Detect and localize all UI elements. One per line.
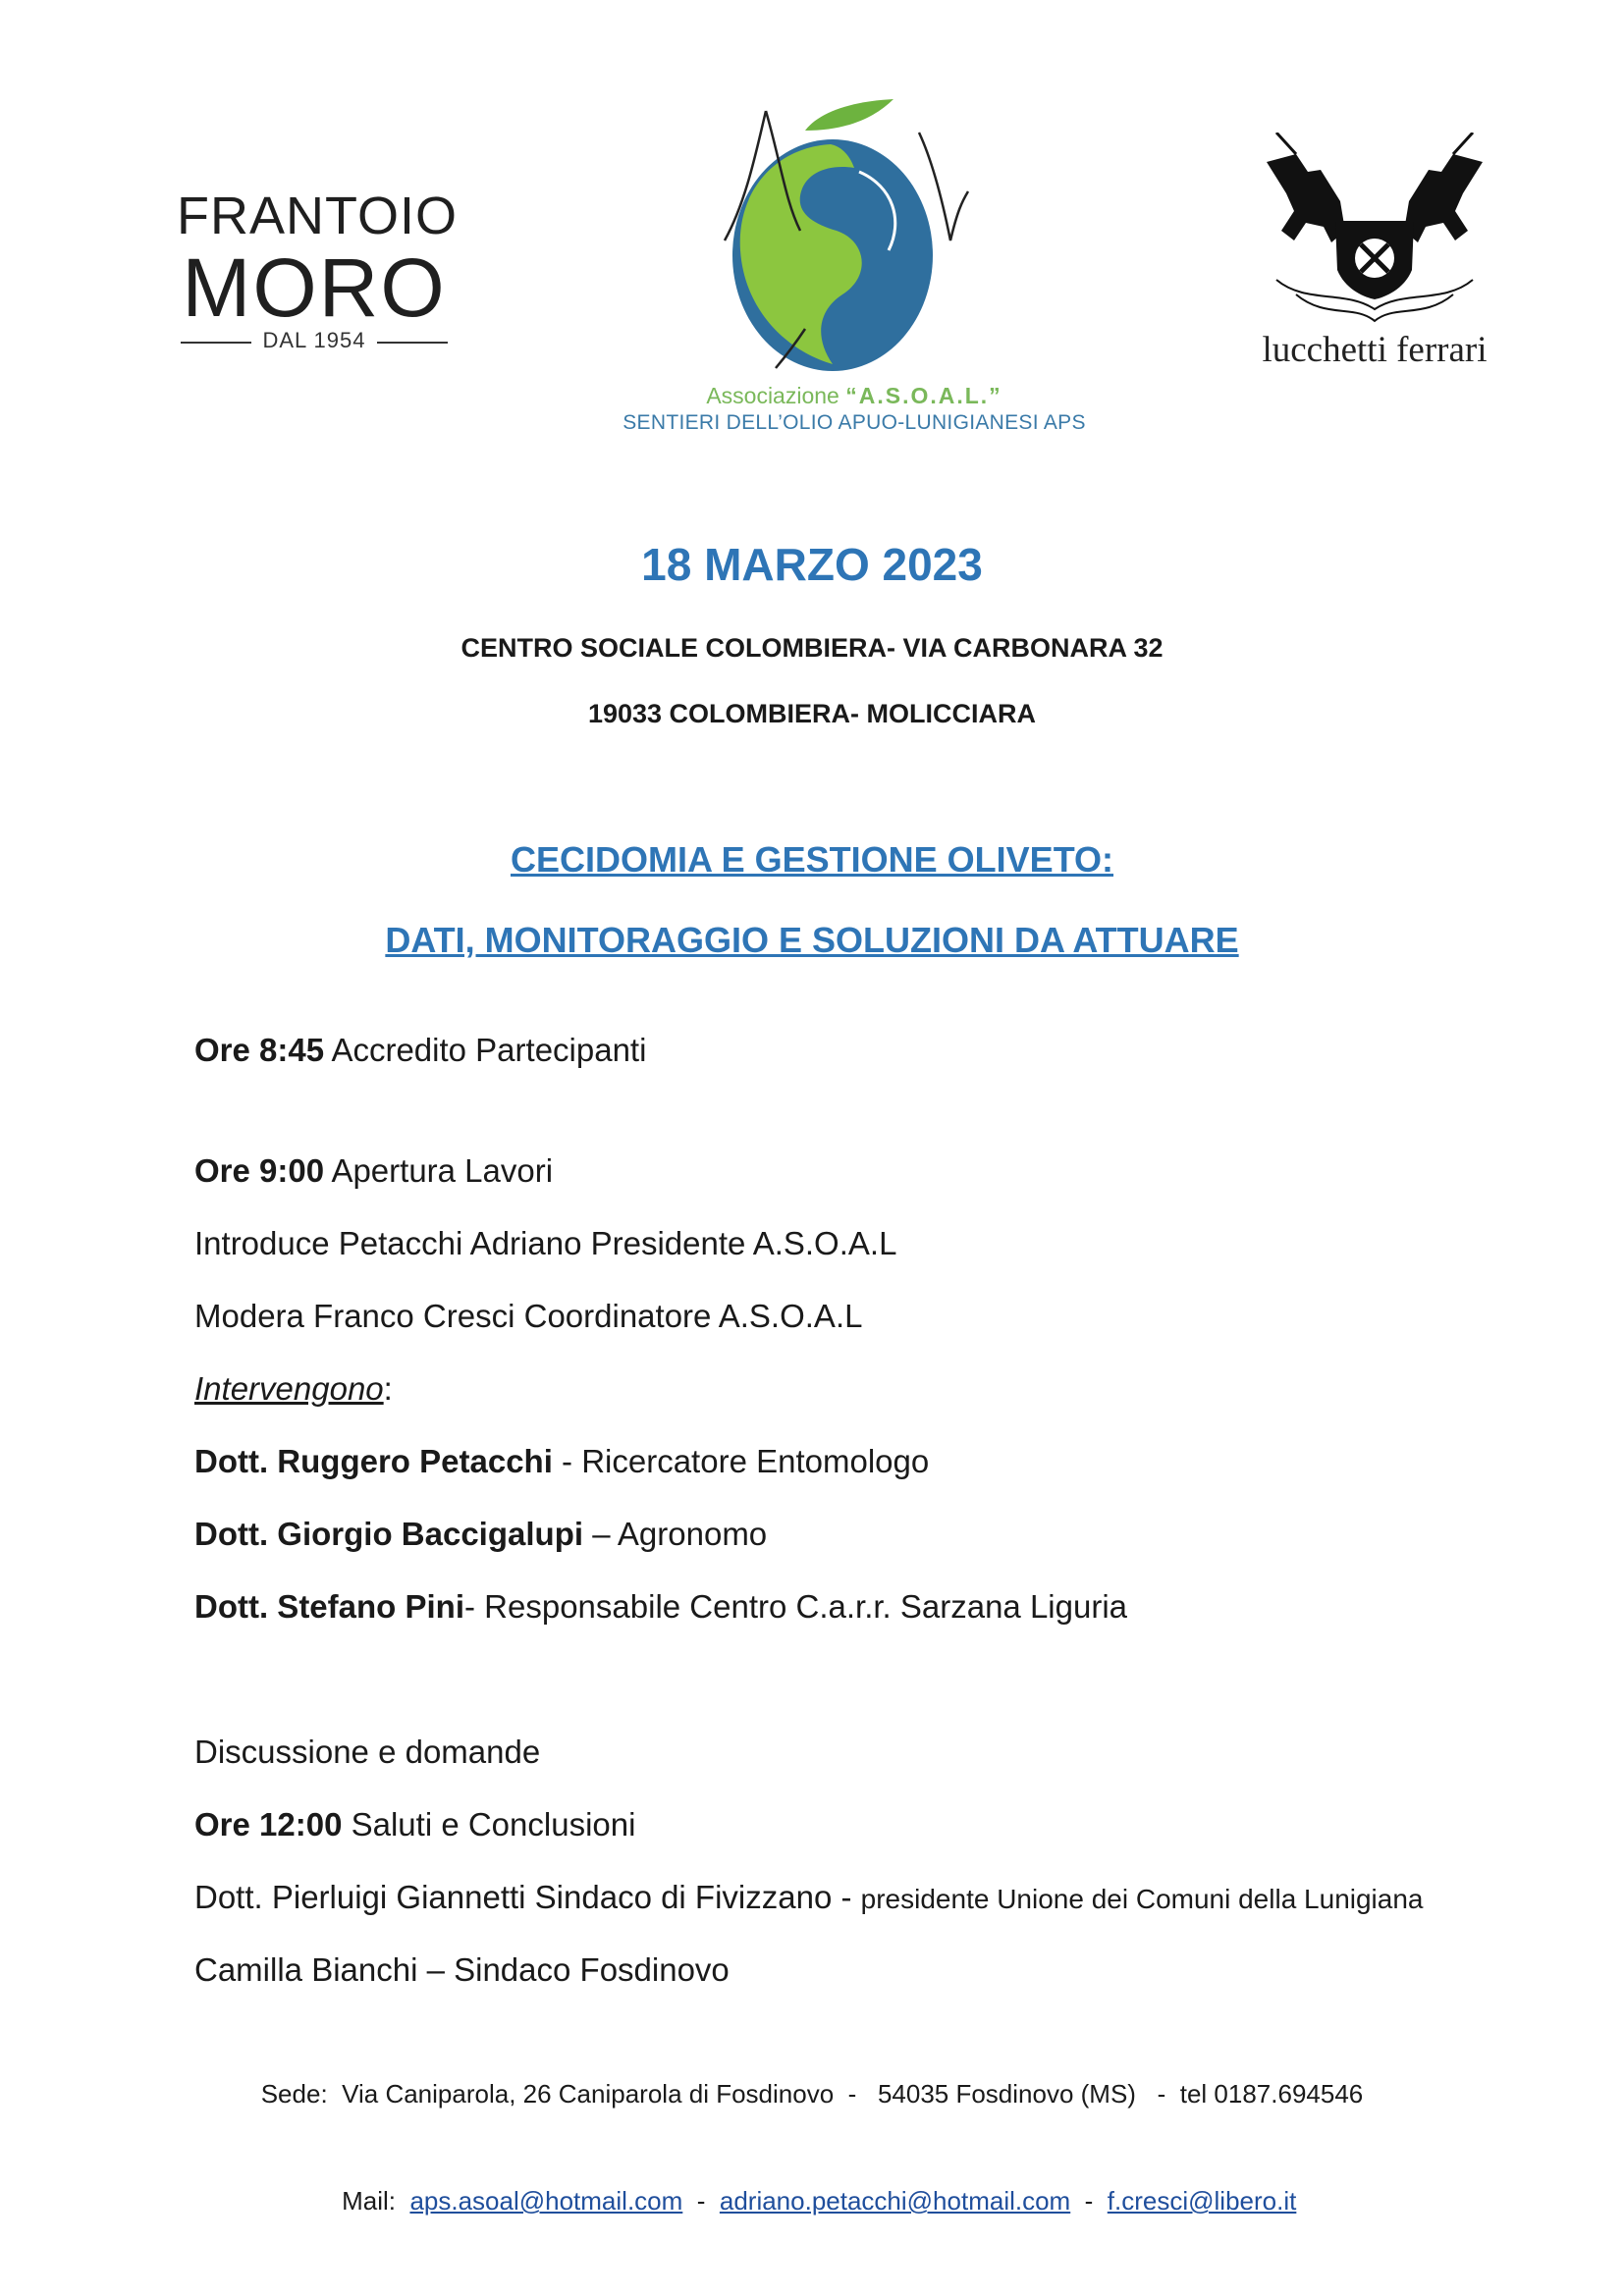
email-link-asoal[interactable]: aps.asoal@hotmail.com [409, 2186, 683, 2216]
asoal-acronym: “A.S.O.A.L.” [845, 383, 1002, 408]
programme-time: Ore 8:45 [194, 1032, 325, 1068]
speaker-name: Dott. Ruggero Petacchi [194, 1443, 553, 1479]
frantoio-moro-logo [177, 187, 459, 358]
event-date: 18 MARZO 2023 [641, 539, 983, 590]
venue-address-line1: CENTRO SOCIALE COLOMBIERA- VIA CARBONARA 32 [460, 633, 1164, 663]
programme-item-saluti [194, 1805, 635, 1844]
closing-main: Dott. Pierluigi Giannetti Sindaco di Fivizzano - [194, 1879, 861, 1915]
unicorn-crest-icon [1237, 133, 1512, 324]
speaker-role: – Agronomo [583, 1516, 768, 1552]
frantoio-logo-word1: FRANTOIO [177, 187, 459, 245]
programme-text: Apertura Lavori [324, 1152, 554, 1189]
frantoio-logo-rule-right [377, 342, 448, 344]
asoal-name [609, 383, 1100, 409]
venue-address-line2: 19033 COLOMBIERA- MOLICCIARA [587, 699, 1037, 728]
programme-text: Saluti e Conclusioni [342, 1806, 636, 1842]
intervengono-label: Intervengono [194, 1370, 384, 1407]
email-link-petacchi[interactable]: adriano.petacchi@hotmail.com [719, 2186, 1071, 2216]
speaker-line [194, 1587, 1127, 1627]
programme-item-accredito [194, 1031, 646, 1070]
speaker-line [194, 1515, 767, 1554]
programme-text: Accredito Partecipanti [324, 1032, 647, 1068]
email-link-cresci[interactable]: f.cresci@libero.it [1107, 2186, 1297, 2216]
intervengono-colon: : [383, 1370, 393, 1407]
lucchetti-ferrari-name: lucchetti ferrari [1262, 330, 1488, 370]
programme-time: Ore 9:00 [194, 1152, 325, 1189]
mail-label: Mail: [342, 2186, 410, 2216]
speaker-role: - Ricercatore Entomologo [552, 1443, 930, 1479]
footer-emails [0, 2156, 1624, 2216]
programme-closing-bianchi: Camilla Bianchi – Sindaco Fosdinovo [194, 1951, 730, 1988]
programme-introduce: Introduce Petacchi Adriano Presidente A.S.O.A.L [194, 1225, 897, 1261]
programme-item-apertura [194, 1151, 553, 1191]
speaker-name: Dott. Giorgio Baccigalupi [194, 1516, 584, 1552]
programme-intervengono [194, 1369, 393, 1409]
asoal-name-prefix: Associazione [706, 383, 846, 408]
closing-small: presidente Unione dei Comuni della Lunigiana [860, 1884, 1424, 1914]
lucchetti-ferrari-logo [1237, 133, 1512, 378]
speaker-line [194, 1442, 929, 1481]
programme-discussion: Discussione e domande [194, 1734, 541, 1770]
email-separator: - [1070, 2186, 1108, 2216]
speaker-role: - Responsabile Centro C.a.r.r. Sarzana Liguria [464, 1588, 1128, 1625]
frantoio-logo-since: DAL 1954 [262, 328, 366, 352]
programme-time: Ore 12:00 [194, 1806, 343, 1842]
topic-title-line1: CECIDOMIA E GESTIONE OLIVETO: [510, 839, 1114, 880]
topic-title-line2: DATI, MONITORAGGIO E SOLUZIONI DA ATTUARE [385, 920, 1239, 960]
asoal-logo [609, 93, 1100, 442]
frantoio-logo-word2: MORO [182, 241, 447, 334]
footer-address: Sede: Via Caniparola, 26 Caniparola di Fosdinovo - 54035 Fosdinovo (MS) - tel 0187.694546 [260, 2079, 1364, 2109]
programme-modera: Modera Franco Cresci Coordinatore A.S.O.A.L [194, 1298, 863, 1334]
email-separator: - [682, 2186, 720, 2216]
programme-closing-giannetti [194, 1878, 1424, 1919]
asoal-emblem-icon [609, 93, 1100, 378]
asoal-subtitle: SENTIERI DELL’OLIO APUO-LUNIGIANESI APS [623, 411, 1086, 434]
speaker-name: Dott. Stefano Pini [194, 1588, 464, 1625]
